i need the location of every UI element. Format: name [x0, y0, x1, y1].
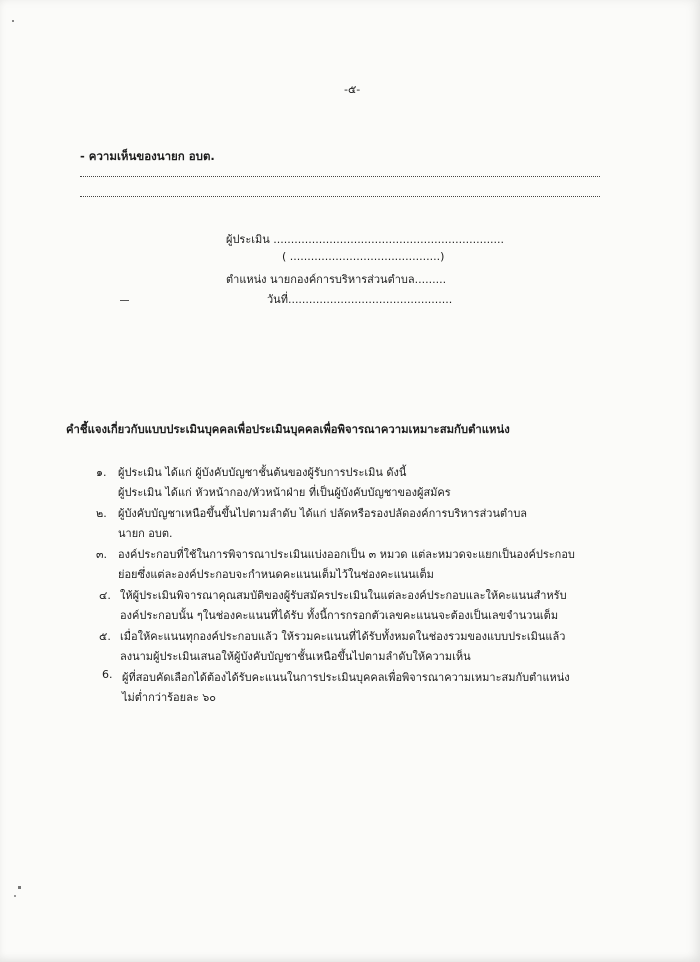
item-number: ๒.	[96, 507, 107, 520]
item-number: ๑.	[96, 466, 107, 479]
item-number: ๔.	[99, 589, 111, 602]
assessment-date: วันที่...............................................	[267, 293, 453, 306]
item-text-line: องค์ประกอบนั้น ๆในช่องคะแนนที่ได้รับ ทั้งนี้การกรอกตัวเลขคะแนนจะต้องเป็นเลขจำนวนเต็ม	[120, 609, 559, 622]
item-text-line: ไม่ต่ำกว่าร้อยละ ๖๐	[122, 691, 216, 704]
item-text-line: ลงนามผู้ประเมินเสนอให้ผู้บังคับบัญชาชั้นเหนือขึ้นไปตามลำดับให้ความเห็น	[120, 650, 471, 663]
scan-speck	[18, 886, 21, 889]
item-text-line: นายก อบต.	[118, 527, 173, 540]
item-text-line: ผู้ประเมิน ได้แก่ ผู้บังคับบัญชาชั้นต้นของผู้รับการประเมิน ดังนี้	[118, 466, 407, 479]
opinion-dotted-line-2	[80, 196, 600, 197]
page-number: -๕-	[344, 83, 361, 96]
item-text-line: ผู้บังคับบัญชาเหนือขึ้นขึ้นไปตามลำดับ ได้แก่ ปลัดหรือรองปลัดองค์การบริหารส่วนตำบล	[118, 507, 528, 520]
item-text-line: ผู้ที่สอบคัดเลือกได้ต้องได้รับคะแนนในการประเมินบุคคลเพื่อพิจารณาความเหมาะสมกับตำแหน่ง	[122, 671, 570, 684]
item-number: ๓.	[96, 548, 108, 561]
item-text-line: เมื่อให้คะแนนทุกองค์ประกอบแล้ว ให้รวมคะแนนที่ได้รับทั้งหมดในช่องรวมของแบบประเมินแล้ว	[120, 630, 566, 643]
instructions-heading: คำชี้แจงเกี่ยวกับแบบประเมินบุคคลเพื่อประเมินบุคคลเพื่อพิจารณาความเหมาะสมกับตำแหน่ง	[66, 423, 510, 436]
item-text-line: ผู้ประเมิน ได้แก่ หัวหน้ากอง/หัวหน้าฝ่าย ที่เป็นผู้บังคับบัญชาของผู้สมัคร	[118, 486, 451, 499]
item-text-line: ย่อยซึ่งแต่ละองค์ประกอบจะกำหนดคะแนนเต็มไว้ในช่องคะแนนเต็ม	[118, 568, 434, 581]
item-text-line: ให้ผู้ประเมินพิจารณาคุณสมบัติของผู้รับสมัครประเมินในแต่ละองค์ประกอบและให้คะแนนสำหรับ	[120, 589, 567, 602]
item-number: ๕.	[99, 630, 111, 643]
item-text-line: องค์ประกอบที่ใช้ในการพิจารณาประเมินแบ่งออกเป็น ๓ หมวด แต่ละหมวดจะแยกเป็นองค์ประกอบ	[118, 548, 575, 561]
scan-speck	[12, 20, 14, 22]
stray-mark	[120, 300, 129, 301]
opinion-heading: - ความเห็นของนายก อบต.	[80, 149, 215, 163]
assessor-signature-line: ผู้ประเมิน ..................................................................	[226, 233, 505, 246]
assessor-name-parentheses: ( ...........................................)	[282, 250, 445, 263]
opinion-dotted-line-1	[80, 176, 600, 177]
scan-speck	[14, 895, 16, 897]
assessor-position: ตำแหน่ง นายกองค์การบริหารส่วนตำบล.........	[226, 273, 447, 286]
item-number: 6.	[102, 668, 113, 681]
